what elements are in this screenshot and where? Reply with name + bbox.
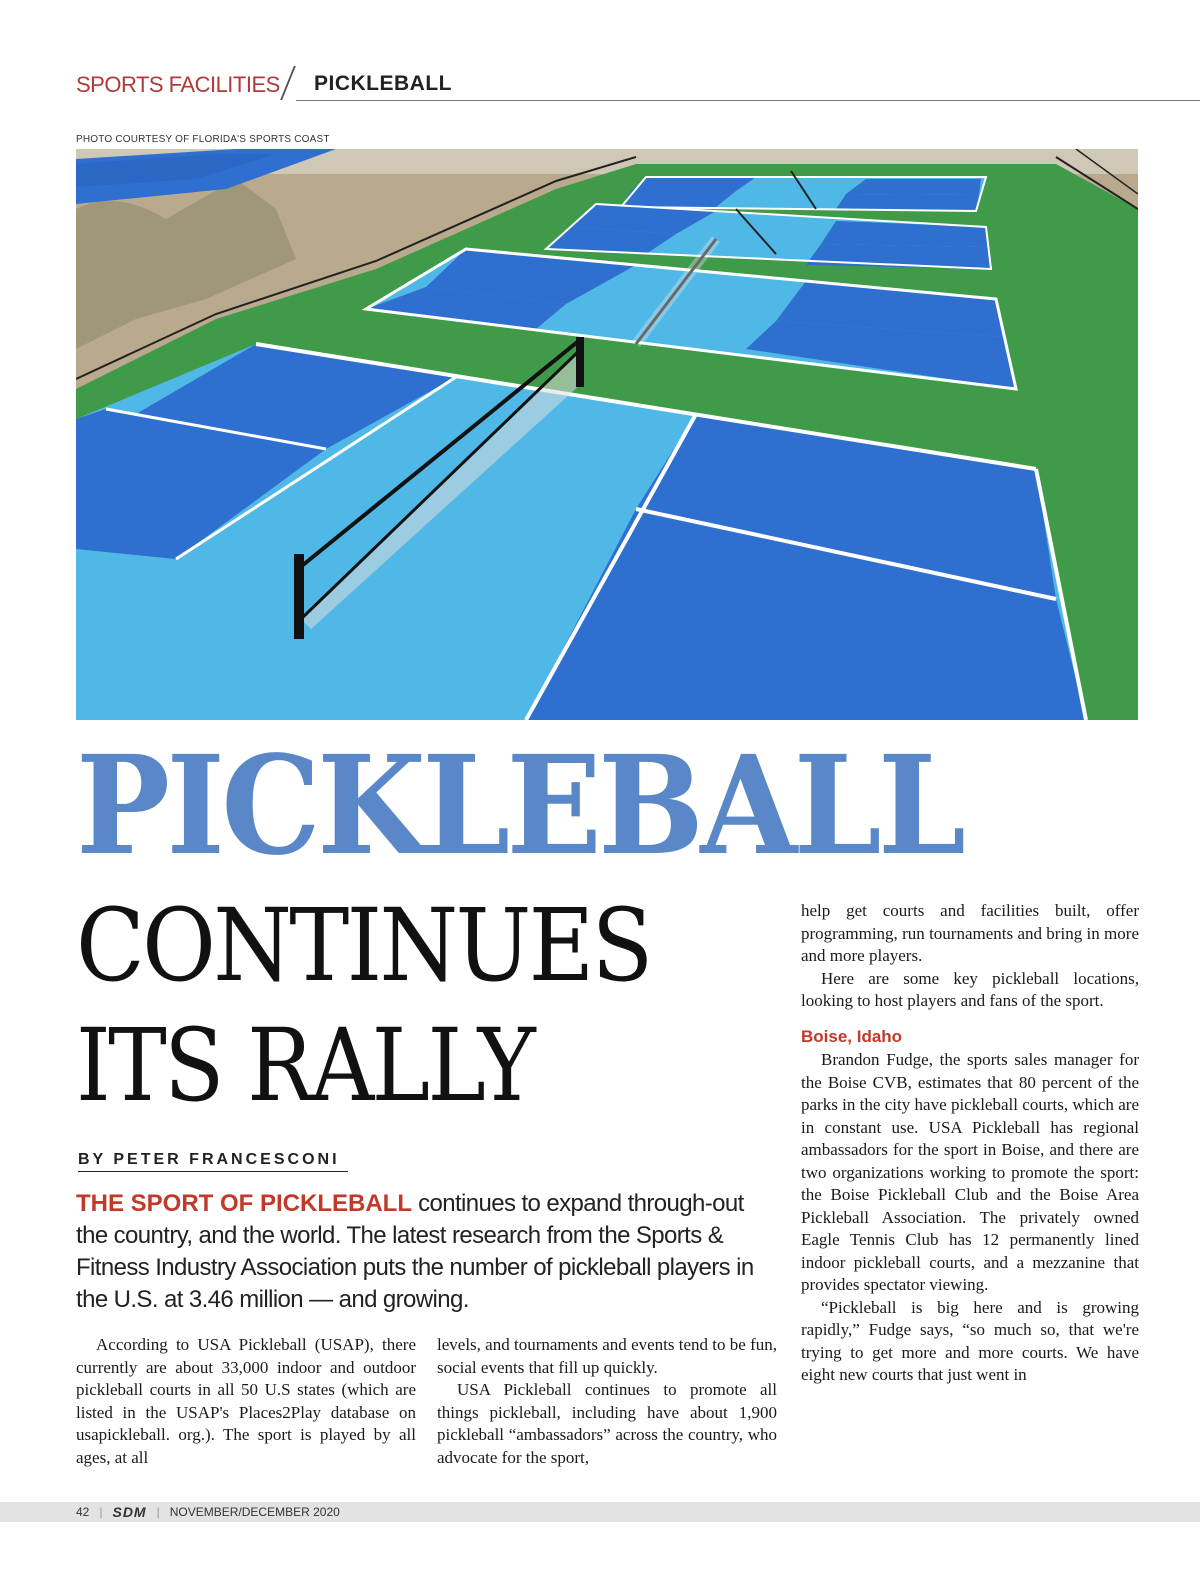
body-paragraph: Here are some key pickleball locations, looking to host players and fans of the sport. [801, 968, 1139, 1010]
body-column-2 [437, 1334, 777, 1469]
footer-separator: | [156, 1505, 160, 1519]
body-paragraph: help get courts and facilities built, offer programming, run tournaments and bring in more and more players. [801, 901, 1139, 965]
body-column-1 [76, 1334, 416, 1469]
section-divider [280, 66, 296, 100]
body-paragraph: According to USA Pickleball (USAP), there currently are about 33,000 indoor and outdoor pickleball courts in all 50 U.S states (which are listed in the USAP's Places2Play database on usapickleball. org.). The sport is played by all ages, at all [76, 1335, 416, 1467]
byline: BY PETER FRANCESCONI [78, 1151, 348, 1172]
issue-date: NOVEMBER/DECEMBER 2020 [169, 1505, 340, 1519]
headline-line-3: ITS RALLY [76, 1007, 534, 1124]
photo-credit: PHOTO COURTESY OF FLORIDA'S SPORTS COAST [76, 134, 330, 145]
body-column-3 [801, 900, 1139, 1387]
section-topic: PICKLEBALL [314, 72, 452, 95]
section-category: SPORTS FACILITIES [76, 72, 280, 97]
header-rule [296, 100, 1200, 101]
page-number: 42 [76, 1505, 90, 1519]
hero-photo [76, 149, 1138, 720]
body-paragraph: Brandon Fudge, the sports sales manager for the Boise CVB, estimates that 80 percent of the parks in the city have pickleball courts, which are in constant use. USA Pickleball has regional ambassadors for the sport in Boise, and there are two organizations working to promote the sport: the Boise Pickleball Club and the Boise Area Pickleball Association. The privately owned Eagle Tennis Club has 12 permanently lined indoor pickleball courts, and a mezzanine that provides spectator viewing. [801, 1050, 1139, 1294]
headline-line-1: PICKLEBALL [76, 726, 963, 886]
court-4 [621, 171, 986, 211]
section-header [76, 68, 1200, 102]
deck-lead: THE SPORT OF PICKLEBALL [76, 1190, 412, 1217]
subhead-boise: Boise, Idaho [801, 1026, 903, 1046]
deck [76, 1188, 776, 1316]
body-paragraph: levels, and tournaments and events tend to be fun, social events that fill up quickly. [437, 1335, 777, 1377]
body-paragraph: “Pickleball is big here and is growing rapidly,” Fudge says, “so much so, that we're trying to get more and more courts. We have eight new courts that just went in [801, 1297, 1139, 1384]
publication-logo: SDM [112, 1504, 147, 1520]
pickleball-courts-illustration [76, 149, 1138, 720]
deck-text: continues to expand through-out the country, and the world. The latest research from the Sports & Fitness Industry Association puts the number of pickleball players in the U.S. at 3.46 million — and growing. [76, 1190, 754, 1313]
body-paragraph: USA Pickleball continues to promote all things pickleball, including have about 1,900 pickleball “ambassadors” across the country, who advocate for the sport, [437, 1380, 777, 1467]
headline-line-2: CONTINUES [76, 887, 651, 1004]
footer-separator: | [99, 1505, 103, 1519]
footer [76, 1504, 340, 1520]
